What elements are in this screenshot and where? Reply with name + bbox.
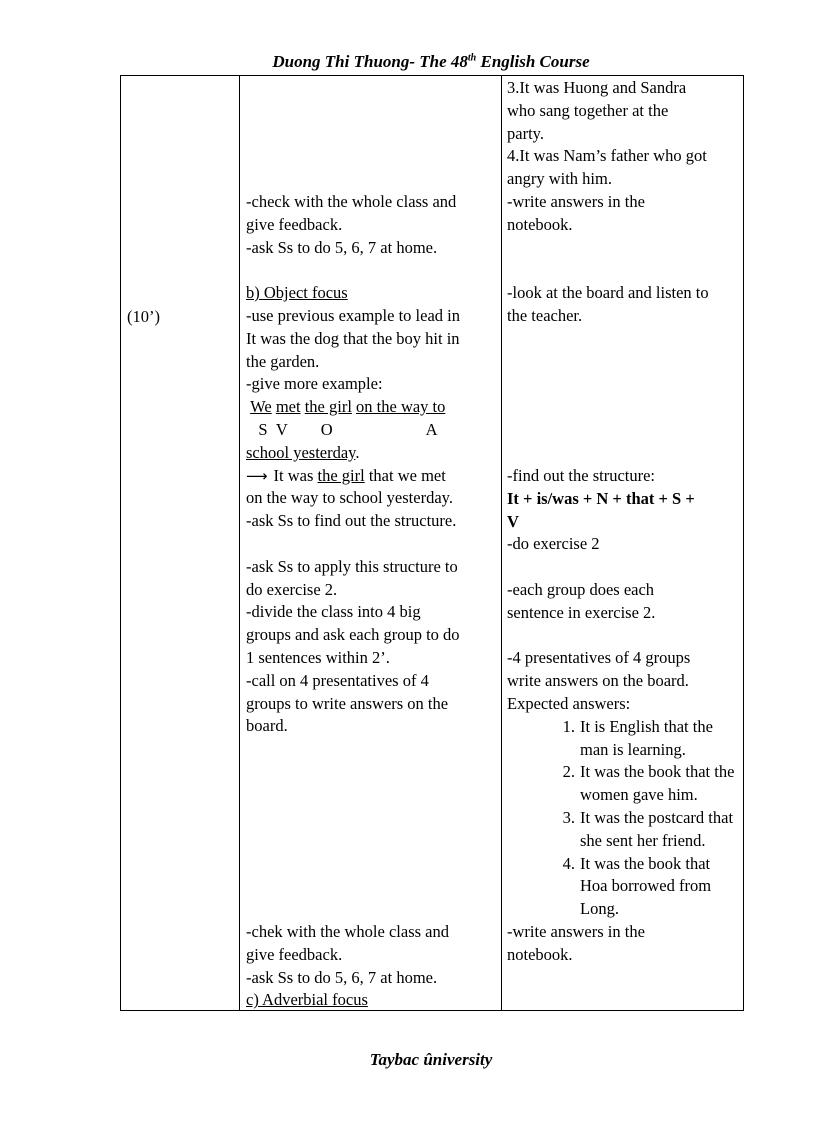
student-column: 3.It was Huong and Sandra who sang together at the party. 4.It was Nam’s father who got angry with him. -write answers in the notebook. -look at the board and listen to the teacher. [507, 78, 709, 325]
list-item: 2. It was the book that the [562, 762, 735, 782]
page-footer: Taybac ûniversity [369, 1050, 493, 1069]
student-column-structure: -find out the structure: It + is/was + N + that + S + V -do exercise 2 -each group does each sentence in exercise 2. -4 presentatives of 4 groups write answers on the board. Expected answers: 1. It is English that the man is learning. 2. It was the book that the women gave him. 3. It was the postcard that she sent her friend. 4. It was the book that Hoa borrowed from Long. -write answers in the notebook. [507, 465, 741, 967]
structure-formula: It + is/was + N + that + S + [507, 488, 695, 508]
time-label: (10’) [127, 307, 160, 326]
time-column [127, 306, 237, 329]
list-item: 1. It is English that the [562, 716, 713, 736]
structure-example: ⟶ It was the girl that we met [246, 465, 446, 485]
column-divider [501, 76, 502, 1010]
section-adverbial-focus: c) Adverbial focus [246, 990, 368, 1010]
lesson-table [120, 75, 744, 1011]
example-sentence: We met the girl on the way to [250, 397, 446, 417]
list-item: 3. It was the postcard that [562, 807, 734, 827]
teacher-column: -check with the whole class and give feedback. -ask Ss to do 5, 6, 7 at home. b) Object focus -use previous example to lead in It was the dog that the boy hit in the garden. -give more example: We met the girl on the way to S V O A school yesterday. ⟶ It was the girl that we met on the way to school yesterday. -ask Ss to find out the structure. -ask Ss to apply this structure to do exercise 2. -divide the class into 4 big groups and ask each group to do 1 sentences within 2’. -call on 4 presentatives of 4 groups to write answers on the board. [246, 191, 496, 738]
page-header: Duong Thi Thuong- The 48th English Course [272, 52, 590, 71]
list-item: 4. It was the book that [562, 853, 711, 873]
column-divider [239, 76, 240, 1010]
arrow-icon: ⟶ [246, 466, 268, 485]
section-object-focus: b) Object focus [246, 283, 348, 303]
svoa-labels: S V O A [258, 419, 438, 439]
teacher-column-bottom: -chek with the whole class and give feedback. -ask Ss to do 5, 6, 7 at home. c) Adverbial focus [246, 921, 496, 1012]
